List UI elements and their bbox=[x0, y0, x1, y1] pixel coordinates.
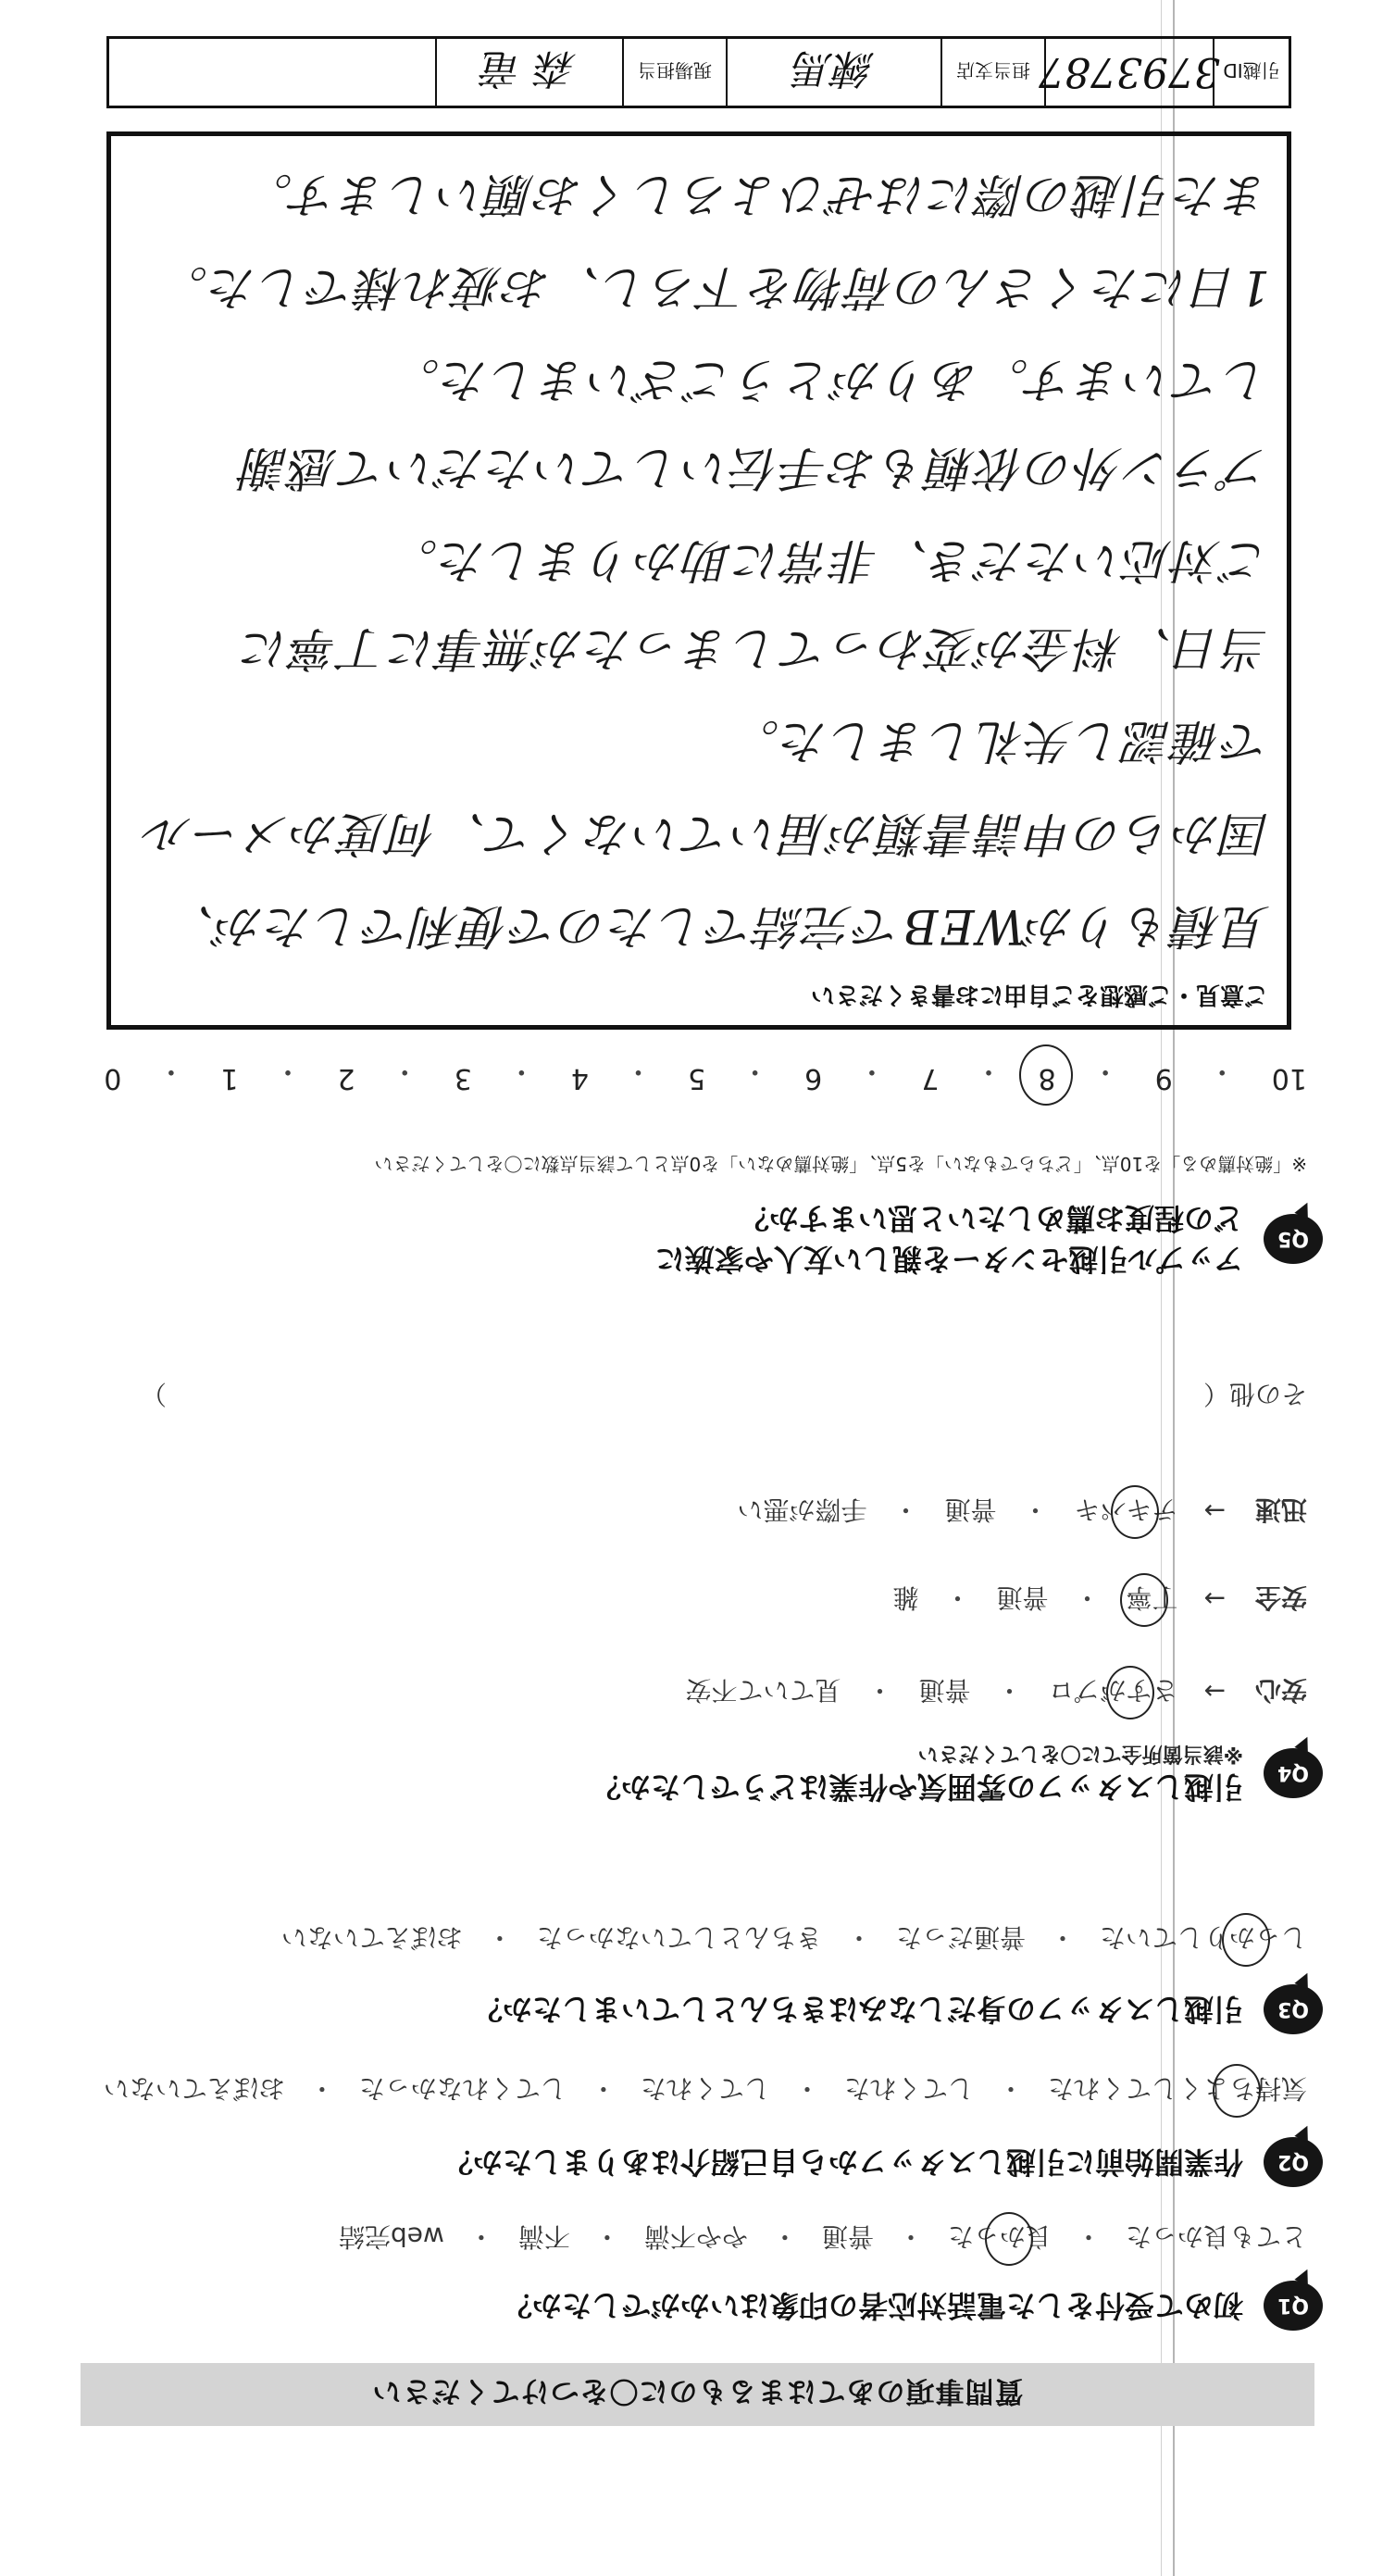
q1-icon: Q1 bbox=[1264, 2281, 1323, 2331]
question-2-text: 作業開始前に引越しスタッフから自己紹介はありましたか？ bbox=[442, 2145, 1243, 2180]
q1-options: とても良かった ・ 良かった ・ 普通 ・ やや不満 ・ 不満 ・ web完結 bbox=[339, 2220, 1307, 2257]
instruction-banner bbox=[81, 2363, 1314, 2426]
q4-other-label: その他（ bbox=[1202, 1379, 1307, 1409]
comment-line: ご対応いただき、非常に助かりました。 bbox=[389, 532, 1270, 587]
question-3-text: 引越しスタッフの身だしなみはきちんとしていましたか？ bbox=[472, 1992, 1243, 2027]
q4-row-anshin: 安心 → さすがプロ ・ 普通 ・ 見ていて不安 bbox=[685, 1673, 1307, 1710]
q2-option[interactable]: してくれなかった bbox=[358, 2073, 567, 2104]
question-5-text-line1: アップル引越センターを親しい友人や家族に bbox=[654, 1242, 1243, 1277]
question-2 bbox=[443, 2137, 1323, 2187]
q1-option[interactable]: 不満 bbox=[517, 2221, 570, 2252]
q4-row-label: 安全 bbox=[1254, 1582, 1307, 1613]
q4-other-row bbox=[141, 1377, 1307, 1414]
q4-option-selected[interactable]: 丁寧 bbox=[1127, 1581, 1178, 1618]
q3-option[interactable]: おぼえていない bbox=[280, 1922, 463, 1953]
q2-option-selected[interactable]: 気持ちよくしてくれた bbox=[1048, 2071, 1307, 2108]
q4-row-jinsoku: 迅速 → テキパキ ・ 普通 ・ 手際が悪い bbox=[737, 1493, 1307, 1530]
question-4 bbox=[592, 1739, 1323, 1807]
q1-option-selected[interactable]: 良かった bbox=[948, 2220, 1052, 2257]
q4-option[interactable]: 普通 bbox=[944, 1494, 997, 1525]
scale-value[interactable]: 2 bbox=[337, 1062, 355, 1094]
comment-line: また引越の際にはぜひよろしくお願いします。 bbox=[243, 167, 1270, 221]
question-5 bbox=[655, 1198, 1323, 1280]
branch-value: 練馬 bbox=[726, 39, 940, 106]
q4-option[interactable]: 雑 bbox=[892, 1582, 919, 1613]
q4-row-label: 迅速 bbox=[1254, 1494, 1307, 1525]
q4-option[interactable]: 手際が悪い bbox=[737, 1494, 867, 1525]
scale-value[interactable]: 1 bbox=[220, 1062, 239, 1094]
blank-cell bbox=[109, 39, 435, 106]
comment-line: 見積もりがWEBで完結でしたので便利でしたが、 bbox=[165, 898, 1270, 953]
q4-option-selected[interactable]: テキパキ bbox=[1075, 1493, 1178, 1530]
scale-value[interactable]: 4 bbox=[570, 1062, 589, 1094]
q2-icon: Q2 bbox=[1264, 2137, 1323, 2187]
q3-option[interactable]: 普通だった bbox=[895, 1922, 1026, 1953]
comment-line: 1日にたくさんの荷物を下ろし、お疲れ様でした。 bbox=[158, 259, 1270, 314]
scale-value-selected[interactable]: 8 bbox=[1039, 1054, 1056, 1094]
id-label: 引越ID bbox=[1213, 39, 1289, 106]
id-value: 3793787 bbox=[1044, 39, 1213, 106]
comment-line: 当日、料金が変わってしまったが無事に丁寧に bbox=[240, 620, 1270, 675]
scale-value[interactable]: 10 bbox=[1271, 1062, 1307, 1094]
branch-label: 担当支店 bbox=[940, 39, 1044, 106]
q5-icon: Q5 bbox=[1264, 1214, 1323, 1264]
scale-value[interactable]: 6 bbox=[804, 1062, 823, 1094]
q4-other-close: ） bbox=[141, 1379, 168, 1409]
scale-value[interactable]: 3 bbox=[454, 1062, 472, 1094]
question-4-text: 引越しスタッフの雰囲気や作業はどうでしたか？ bbox=[591, 1769, 1243, 1805]
q4-row-anzen: 安全 → 丁寧 ・ 普通 ・ 雑 bbox=[892, 1581, 1307, 1618]
question-1-text: 初めて受付をした電話対応者の印象はいかがでしたか？ bbox=[502, 2288, 1243, 2323]
comment-box[interactable] bbox=[106, 131, 1291, 1030]
comment-line: プラン外の依頼もお手伝いしていただいて感謝 bbox=[239, 440, 1270, 494]
staff-label: 現場担当 bbox=[622, 39, 726, 106]
arrow-right-icon: → bbox=[1203, 1495, 1226, 1527]
q4-option[interactable]: 普通 bbox=[996, 1582, 1049, 1613]
q3-icon: Q3 bbox=[1264, 1984, 1323, 2034]
question-4-note: ※該当箇所全てに〇をしてください bbox=[917, 1742, 1243, 1765]
id-table bbox=[106, 36, 1291, 108]
question-5-note: ※「絶対薦める」を10点、「どちらでもない」を5点、「絶対薦めない」を0点として該当点数に〇をしてください bbox=[374, 1153, 1307, 1175]
q2-option[interactable]: おぼえていない bbox=[103, 2073, 285, 2104]
question-5-text-line2: どの程度お薦めしたいと思いますか？ bbox=[739, 1201, 1243, 1236]
q2-option[interactable]: してくれた bbox=[843, 2073, 974, 2104]
q3-option-selected[interactable]: しっかりしていた bbox=[1100, 1920, 1307, 1957]
recommend-scale: 10 ・ 9 ・ 8 ・ 7 ・ 6 ・ 5 ・ 4 ・ 3 ・ 2 ・ 1 ・ 0 bbox=[104, 1055, 1307, 1094]
q1-option[interactable]: やや不満 bbox=[643, 2221, 748, 2252]
comment-line: しています。ありがとうございました。 bbox=[391, 352, 1270, 406]
comment-line: 国からの申請書類が届いていなくて、何度かメール bbox=[143, 806, 1270, 860]
staff-value: 森 竜 bbox=[435, 39, 622, 106]
q4-icon: Q4 bbox=[1264, 1748, 1323, 1798]
q2-option[interactable]: してくれた bbox=[640, 2073, 770, 2104]
q4-option-selected[interactable]: さすがプロ bbox=[1049, 1673, 1178, 1710]
scale-value[interactable]: 5 bbox=[688, 1062, 706, 1094]
arrow-right-icon: → bbox=[1203, 1583, 1226, 1615]
arrow-right-icon: → bbox=[1203, 1676, 1226, 1707]
q4-row-label: 安心 bbox=[1254, 1675, 1307, 1706]
question-3 bbox=[473, 1984, 1323, 2034]
comment-line: で確認し失礼しました。 bbox=[729, 713, 1270, 768]
q1-option[interactable]: とても良かった bbox=[1125, 2221, 1307, 2252]
q4-option[interactable]: 普通 bbox=[918, 1675, 971, 1706]
q1-option[interactable]: web完結 bbox=[338, 2221, 444, 2252]
scale-value[interactable]: 0 bbox=[104, 1062, 122, 1094]
question-1 bbox=[503, 2281, 1323, 2331]
q3-options: しっかりしていた ・ 普通だった ・ きちんとしていなかった ・ おぼえていない bbox=[281, 1920, 1307, 1957]
q2-options: 気持ちよくしてくれた ・ してくれた ・ してくれた ・ してくれなかった ・ おぼえていない bbox=[104, 2071, 1307, 2108]
instruction-text: 質問事項のあてはまるものに〇をつけてください bbox=[371, 2374, 1024, 2408]
q1-option[interactable]: 普通 bbox=[821, 2221, 874, 2252]
scale-value[interactable]: 7 bbox=[921, 1062, 940, 1094]
q3-option[interactable]: きちんとしていなかった bbox=[536, 1922, 822, 1953]
scale-value[interactable]: 9 bbox=[1154, 1062, 1173, 1094]
q4-option[interactable]: 見ていて不安 bbox=[685, 1675, 841, 1706]
comment-title: ご意見・ご感想をご自由にお書きください bbox=[810, 981, 1268, 1008]
